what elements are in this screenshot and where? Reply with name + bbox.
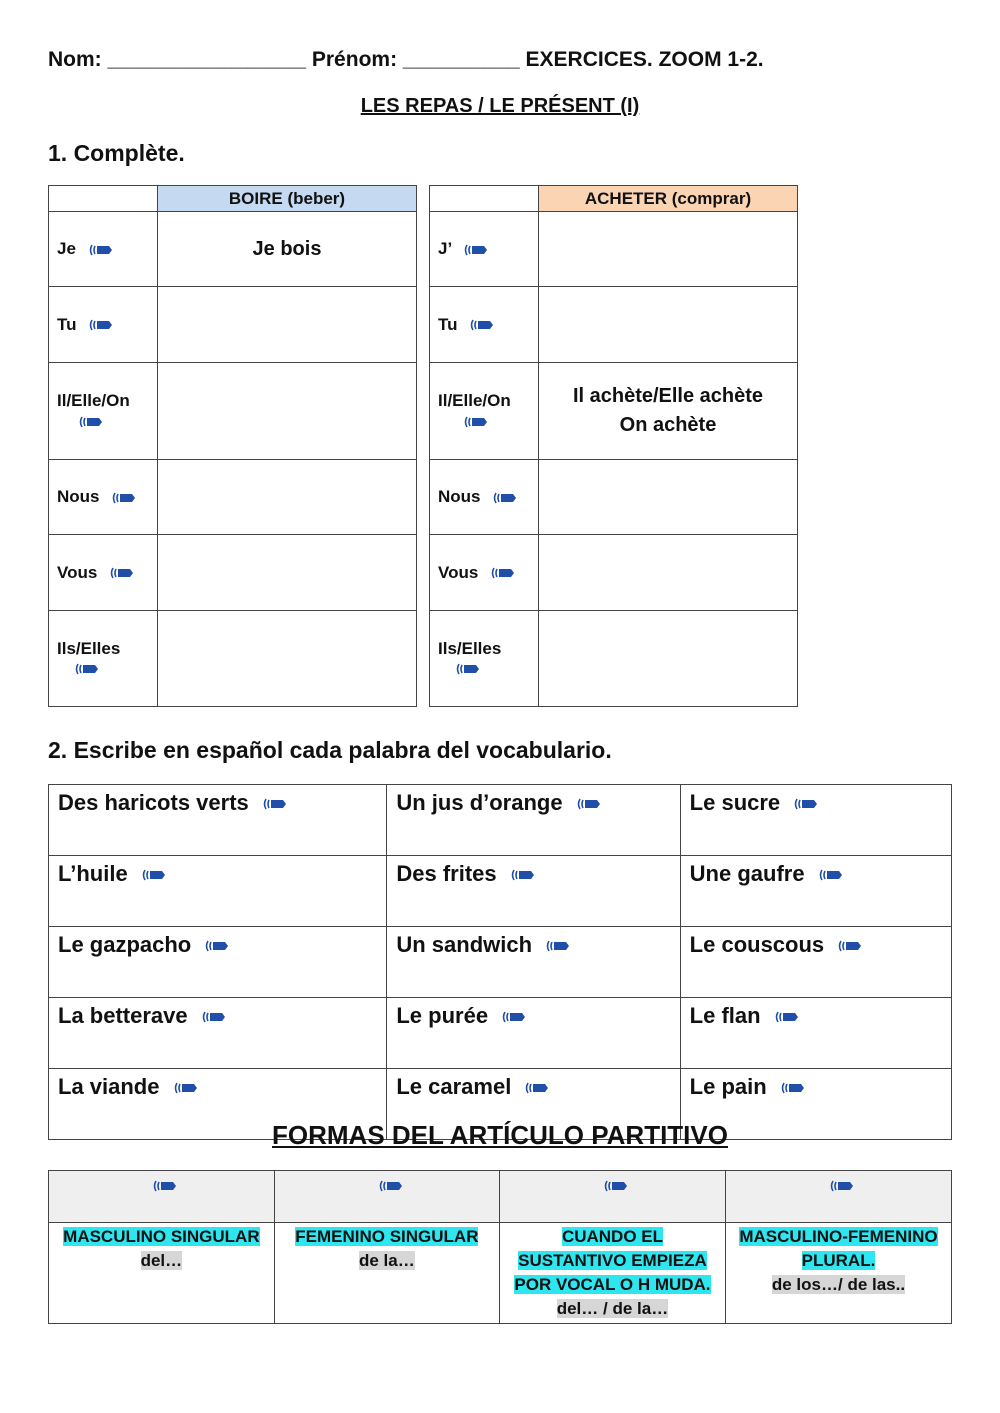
answer-cell[interactable]: Je bois bbox=[158, 212, 417, 287]
partitive-label: MASCULINO SINGULAR bbox=[63, 1227, 260, 1246]
speaker-arrow-icon[interactable] bbox=[110, 566, 134, 580]
speaker-arrow-icon[interactable] bbox=[205, 939, 229, 953]
vocab-cell[interactable] bbox=[49, 927, 387, 998]
partitive-form-cell bbox=[274, 1223, 499, 1324]
partitive-example: del… / de la… bbox=[556, 1299, 669, 1318]
partitive-audio-cell bbox=[499, 1171, 725, 1223]
subtitle: LES REPAS / LE PRÉSENT (I) bbox=[360, 95, 640, 117]
partitive-example: de los…/ de las.. bbox=[771, 1275, 906, 1294]
vocab-word: Le gazpacho bbox=[58, 932, 192, 957]
speaker-arrow-icon[interactable] bbox=[470, 318, 494, 332]
vocab-word: La viande bbox=[58, 1074, 160, 1099]
vocab-word: Le sucre bbox=[689, 790, 781, 815]
vocab-cell[interactable] bbox=[680, 856, 951, 927]
section1-title: 1. Complète. bbox=[48, 140, 185, 166]
vocab-word: Des frites bbox=[396, 861, 497, 886]
speaker-arrow-icon[interactable] bbox=[502, 1010, 526, 1024]
speaker-arrow-icon[interactable] bbox=[493, 491, 517, 505]
vocab-row bbox=[49, 856, 952, 927]
vocab-word: Le caramel bbox=[396, 1074, 512, 1099]
pronoun-cell: Tu bbox=[49, 287, 158, 363]
pronoun-cell: J’ bbox=[430, 212, 539, 287]
pronoun-cell: Vous bbox=[49, 535, 158, 611]
speaker-arrow-icon[interactable] bbox=[89, 318, 113, 332]
vocab-word: Le purée bbox=[396, 1003, 489, 1028]
partitive-form-cell bbox=[725, 1223, 951, 1324]
speaker-arrow-icon[interactable] bbox=[464, 243, 488, 257]
partitive-example: de la… bbox=[358, 1251, 415, 1270]
vocab-cell[interactable] bbox=[680, 998, 951, 1069]
pronoun-cell: Il/Elle/On bbox=[430, 363, 539, 460]
pronoun-cell: Nous bbox=[49, 460, 158, 535]
table-corner bbox=[430, 186, 539, 212]
answer-cell[interactable] bbox=[539, 287, 798, 363]
pronoun-cell: Vous bbox=[430, 535, 539, 611]
conjugation-table-acheter bbox=[429, 185, 798, 707]
vocab-word: Un jus d’orange bbox=[396, 790, 563, 815]
speaker-arrow-icon[interactable] bbox=[577, 797, 601, 811]
table-corner bbox=[49, 186, 158, 212]
vocab-word: Une gaufre bbox=[689, 861, 805, 886]
speaker-arrow-icon[interactable] bbox=[794, 797, 818, 811]
speaker-arrow-icon[interactable] bbox=[79, 415, 103, 429]
speaker-arrow-icon[interactable] bbox=[525, 1081, 549, 1095]
vocab-row bbox=[49, 927, 952, 998]
answer-cell[interactable] bbox=[539, 535, 798, 611]
vocab-cell[interactable] bbox=[49, 785, 387, 856]
pronoun-cell: Tu bbox=[430, 287, 539, 363]
partitive-form-cell bbox=[499, 1223, 725, 1324]
speaker-arrow-icon[interactable] bbox=[491, 566, 515, 580]
speaker-arrow-icon[interactable] bbox=[819, 868, 843, 882]
speaker-arrow-icon[interactable] bbox=[838, 939, 862, 953]
speaker-arrow-icon[interactable] bbox=[781, 1081, 805, 1095]
speaker-arrow-icon[interactable] bbox=[775, 1010, 799, 1024]
speaker-arrow-icon[interactable] bbox=[604, 1179, 628, 1193]
worksheet-title: EXERCICES. ZOOM 1-2. bbox=[519, 48, 764, 71]
partitive-label: PLURAL. bbox=[801, 1251, 876, 1270]
partitive-form-cell bbox=[49, 1223, 275, 1324]
partitive-audio-cell bbox=[725, 1171, 951, 1223]
vocab-word: Le pain bbox=[689, 1074, 767, 1099]
speaker-arrow-icon[interactable] bbox=[153, 1179, 177, 1193]
speaker-arrow-icon[interactable] bbox=[174, 1081, 198, 1095]
vocab-word: La betterave bbox=[58, 1003, 188, 1028]
partitive-table bbox=[48, 1170, 952, 1324]
speaker-arrow-icon[interactable] bbox=[511, 868, 535, 882]
vocab-cell[interactable] bbox=[387, 785, 680, 856]
vocab-word: Des haricots verts bbox=[58, 790, 249, 815]
answer-cell[interactable] bbox=[539, 212, 798, 287]
speaker-arrow-icon[interactable] bbox=[830, 1179, 854, 1193]
vocab-cell[interactable] bbox=[680, 785, 951, 856]
section2-title: 2. Escribe en español cada palabra del vocabulario. bbox=[48, 737, 612, 763]
pronoun-cell: Ils/Elles bbox=[49, 611, 158, 707]
partitive-audio-cell bbox=[49, 1171, 275, 1223]
answer-cell[interactable] bbox=[158, 611, 417, 707]
answer-cell[interactable] bbox=[539, 460, 798, 535]
answer-cell[interactable] bbox=[539, 611, 798, 707]
pronoun-cell: Il/Elle/On bbox=[49, 363, 158, 460]
prenom-label: Prénom: bbox=[306, 48, 403, 71]
vocab-cell[interactable] bbox=[49, 856, 387, 927]
speaker-arrow-icon[interactable] bbox=[263, 797, 287, 811]
answer-cell[interactable]: Il achète/Elle achète On achète bbox=[539, 363, 798, 460]
pronoun-cell: Nous bbox=[430, 460, 539, 535]
vocab-cell[interactable] bbox=[387, 998, 680, 1069]
header-line bbox=[48, 48, 764, 72]
speaker-arrow-icon[interactable] bbox=[464, 415, 488, 429]
vocab-word: Un sandwich bbox=[396, 932, 533, 957]
speaker-arrow-icon[interactable] bbox=[75, 662, 99, 676]
partitive-label: MASCULINO-FEMENINO bbox=[739, 1227, 938, 1246]
answer-cell[interactable] bbox=[158, 363, 417, 460]
pronoun-cell: Je bbox=[49, 212, 158, 287]
vocab-cell[interactable] bbox=[680, 927, 951, 998]
speaker-arrow-icon[interactable] bbox=[546, 939, 570, 953]
answer-cell[interactable] bbox=[158, 287, 417, 363]
partitive-label: SUSTANTIVO EMPIEZA bbox=[518, 1251, 707, 1270]
vocab-cell[interactable] bbox=[387, 927, 680, 998]
answer-cell[interactable] bbox=[158, 460, 417, 535]
verb-header-acheter: ACHETER (comprar) bbox=[539, 186, 798, 212]
partitive-label: POR VOCAL O H MUDA. bbox=[514, 1275, 711, 1294]
vocab-cell[interactable] bbox=[49, 998, 387, 1069]
vocab-word: L’huile bbox=[58, 861, 128, 886]
vocab-row bbox=[49, 998, 952, 1069]
partitive-label: CUANDO EL bbox=[561, 1227, 663, 1246]
partitive-title: FORMAS DEL ARTÍCULO PARTITIVO bbox=[272, 1120, 728, 1150]
partitive-example: del… bbox=[140, 1251, 183, 1270]
speaker-arrow-icon[interactable] bbox=[379, 1179, 403, 1193]
conjugation-table-boire bbox=[48, 185, 417, 707]
vocab-word: Le couscous bbox=[689, 932, 825, 957]
vocab-row bbox=[49, 785, 952, 856]
prenom-blank[interactable]: __________ bbox=[402, 48, 520, 71]
pronoun-cell: Ils/Elles bbox=[430, 611, 539, 707]
speaker-arrow-icon[interactable] bbox=[89, 243, 113, 257]
vocab-word: Le flan bbox=[689, 1003, 761, 1028]
nom-blank[interactable]: _________________ bbox=[107, 48, 307, 71]
speaker-arrow-icon[interactable] bbox=[202, 1010, 226, 1024]
speaker-arrow-icon[interactable] bbox=[112, 491, 136, 505]
partitive-audio-cell bbox=[274, 1171, 499, 1223]
vocab-cell[interactable] bbox=[387, 856, 680, 927]
speaker-arrow-icon[interactable] bbox=[456, 662, 480, 676]
nom-label: Nom: bbox=[48, 48, 108, 71]
partitive-label: FEMENINO SINGULAR bbox=[295, 1227, 479, 1246]
answer-cell[interactable] bbox=[158, 535, 417, 611]
verb-header-boire: BOIRE (beber) bbox=[158, 186, 417, 212]
vocabulary-table bbox=[48, 784, 952, 1140]
speaker-arrow-icon[interactable] bbox=[142, 868, 166, 882]
